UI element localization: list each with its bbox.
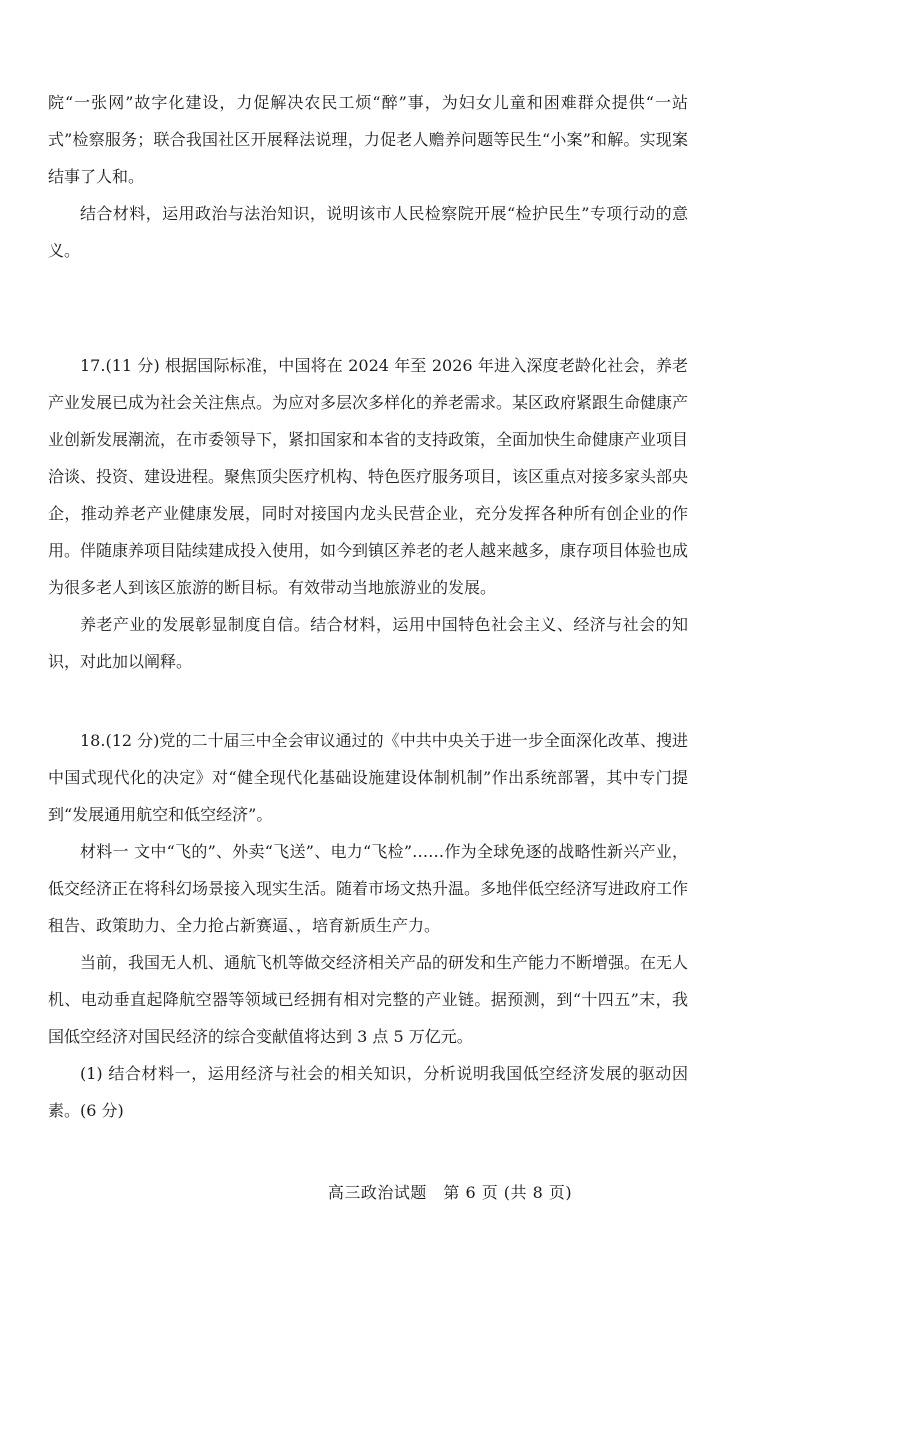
q18-material-1: 材料一 文中“飞的”、外卖“飞送”、电力“飞检”……作为全球免逐的战略性新兴产业，低交经济正在将科幻场景接入现实生活。随着市场文热升温。多地伴低空经济写进政府工作租告、政策助力、全力抢占新赛逼、，培育新质生产力。 [48,842,689,935]
answer-space [48,269,688,347]
q16-question: 结合材料，运用政治与法治知识，说明该市人民检察院开展“检护民生”专项行动的意义。 [48,204,688,260]
q17-material: 17.(11 分) 根据国际标准，中国将在 2024 年至 2026 年进入深度老龄化社会，养老产业发展已成为社会关注焦点。为应对多层次多样化的养老需求。某区政府紧跟生命健康产业创新发展潮流，在市委领导下，紧扣国家和本省的支持政策，全面加快生命健康产业项目洽谈、投资、建设进程。聚焦顶尖医疗机构、特色医疗服务项目，该区重点对接多家头部央企，推动养老产业健康发展，同时对接国内龙头民营企业，充分发挥各种所有创企业的作用。伴随康养项目陆续建成投入使用，如今到镇区养老的老人越来越多，康存项目体验也成为很多老人到该区旅游的断目标。有效带动当地旅游业的发展。 [48,356,689,597]
q18-intro: 18.(12 分)党的二十届三中全会审议通过的《中共中央关于进一步全面深化改革、搜进中国式现代化的决定》对“健全现代化基础设施建设体制机制”作出系统部署，其中专门提到“发展通用航空和低空经济”。 [48,731,688,824]
page-footer: 高三政治试题 第 6 页 (共 8 页) [327,1183,573,1202]
q18-subquestion-1: (1) 结合材料一，运用经济与社会的相关知识，分析说明我国低空经济发展的驱动因素。(6 分) [48,1064,688,1120]
answer-space [48,680,688,722]
q18-material-1-continued: 当前，我国无人机、通航飞机等做交经济相关产品的研发和生产能力不断增强。在无人机、电动垂直起降航空器等领域已经拥有相对完整的产业链。据预测，到“十四五”末，我国低空经济对国民经济的综合变献值将达到 3 点 5 万亿元。 [48,953,689,1046]
q17-question: 养老产业的发展彰显制度自信。结合材料，运用中国特色社会主义、经济与社会的知识，对此加以阐释。 [48,615,688,671]
q16-material-continuation: 院“一张网”故字化建设，力促解决农民工烦“醉”事，为妇女儿童和困难群众提供“一站式”检察服务；联合我国社区开展释法说理，力促老人赡养问题等民生“小案”和解。实现案结事了人和。 [48,93,688,186]
exam-page-content [48,84,688,1129]
